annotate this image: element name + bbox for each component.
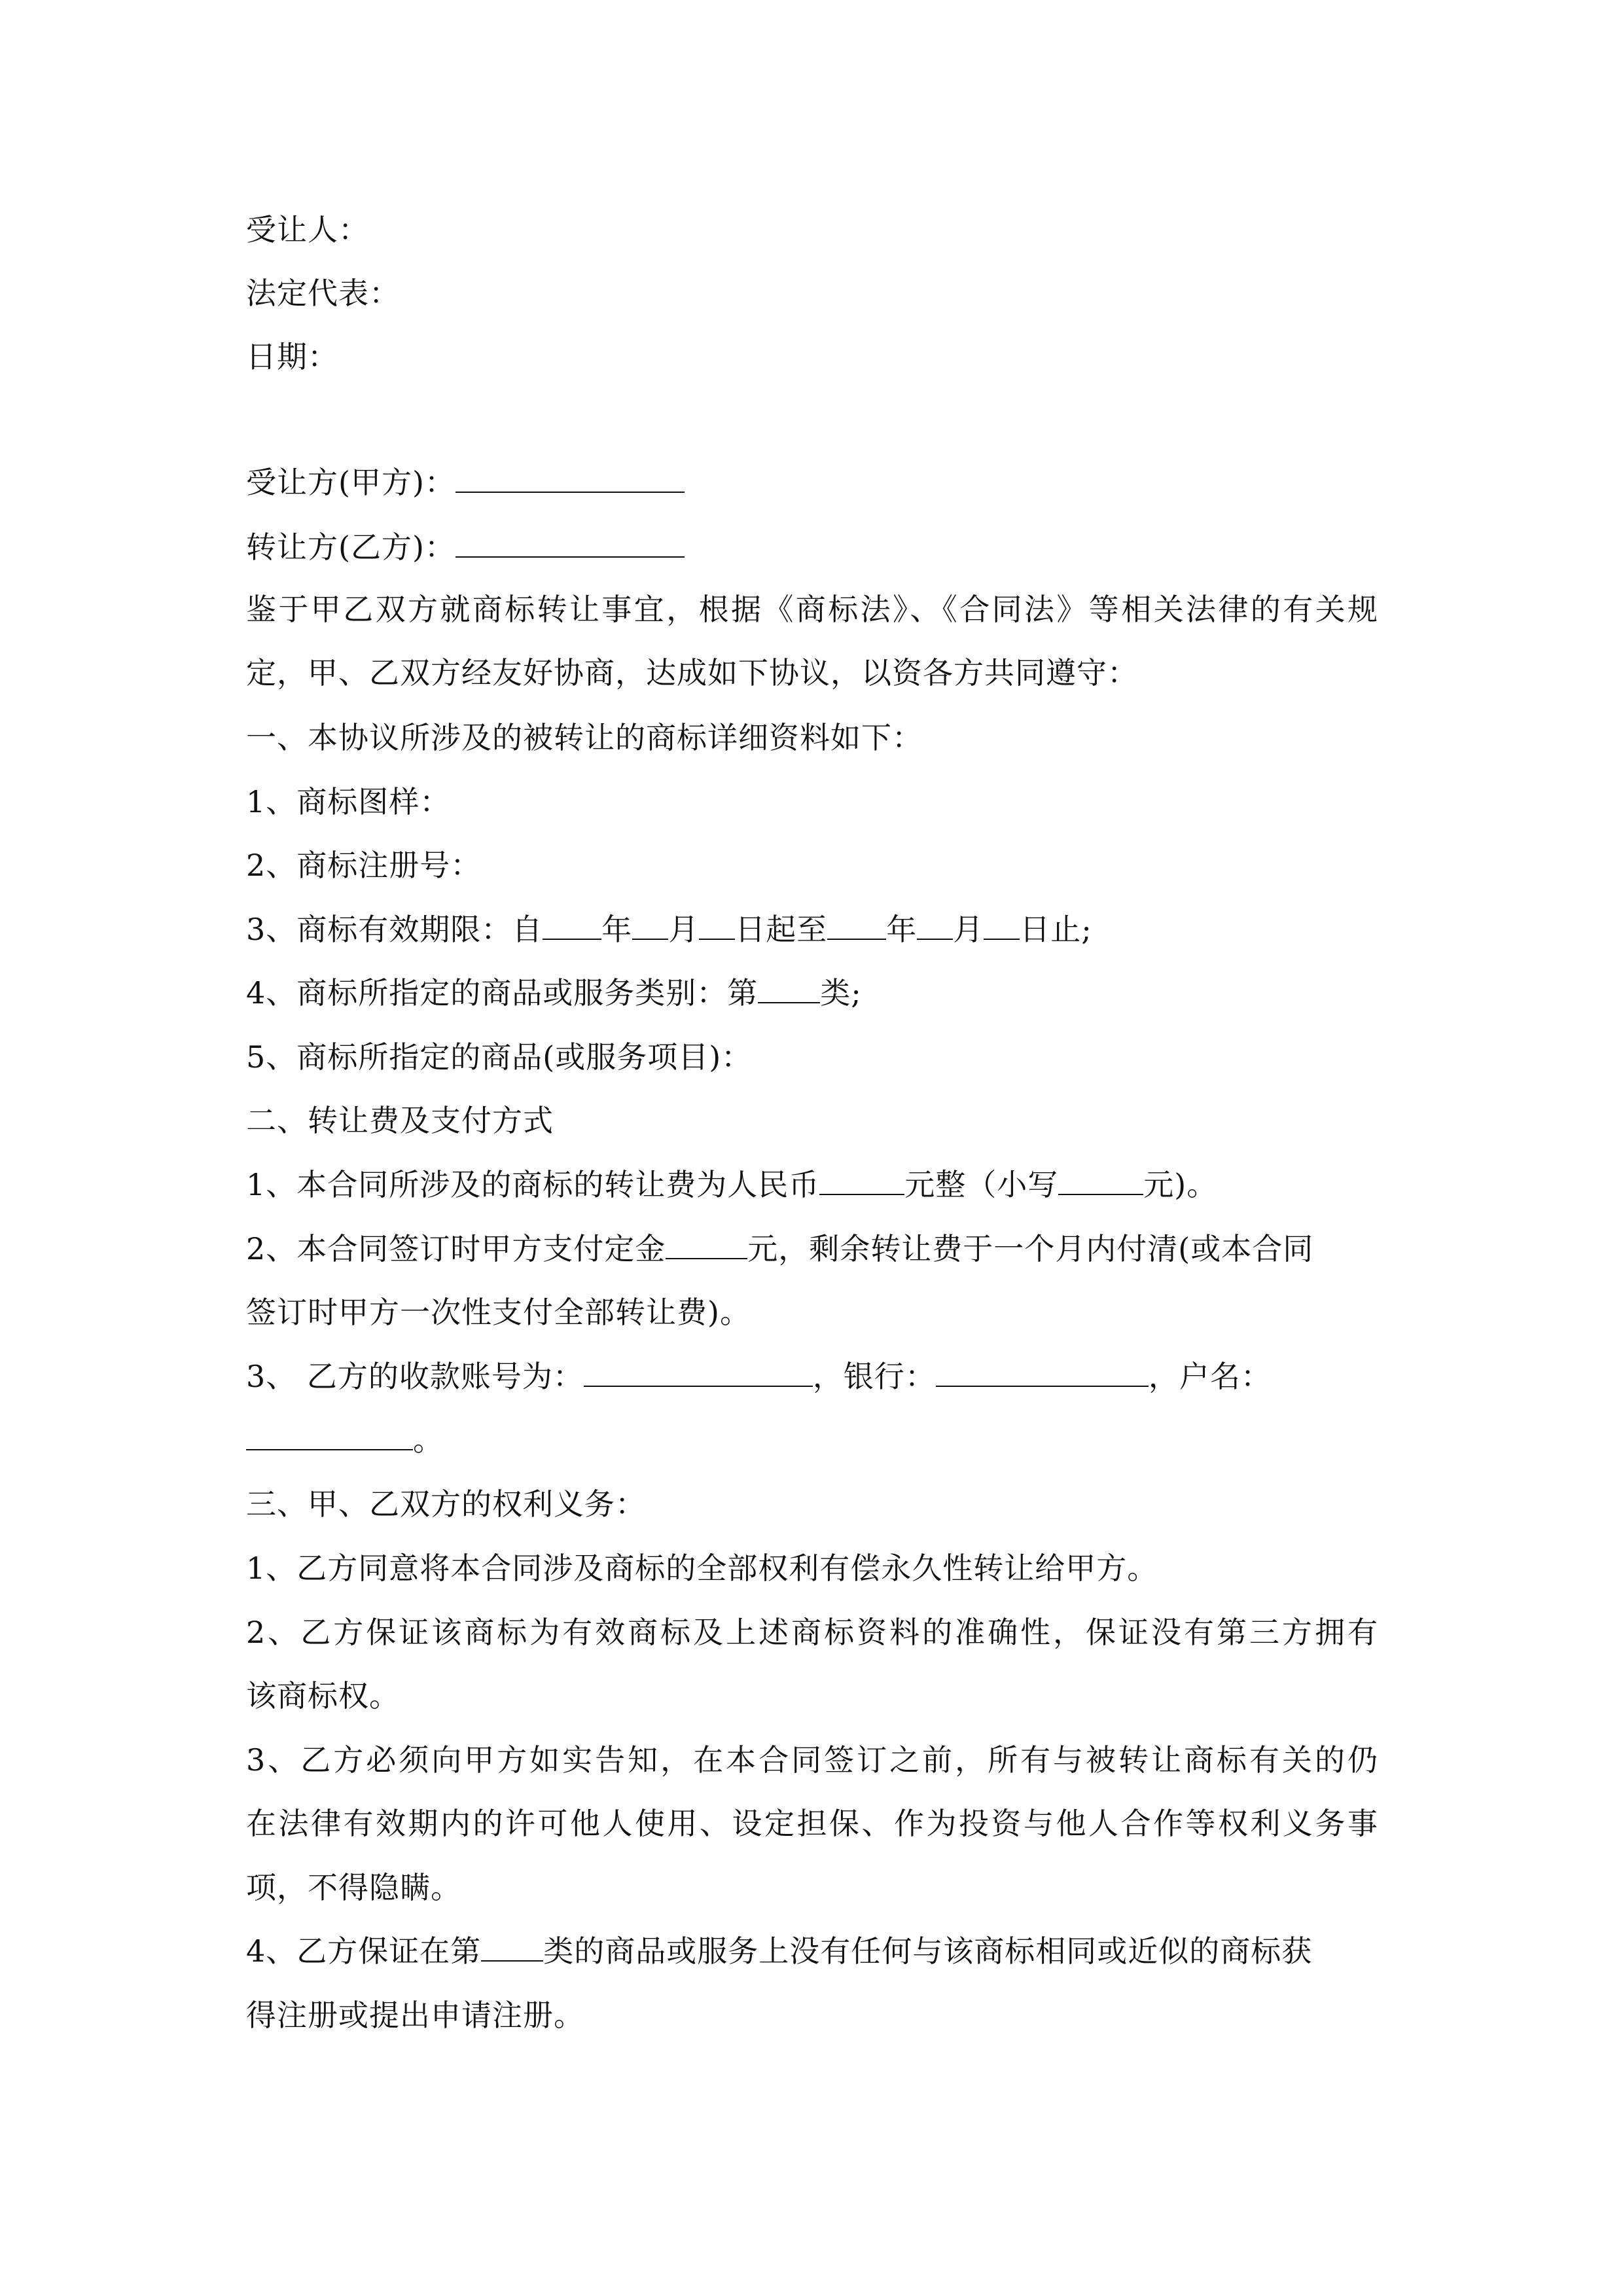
section2-item3-line2 bbox=[246, 1420, 444, 1460]
month-label: 月 bbox=[668, 912, 700, 947]
year-label: 年 bbox=[601, 912, 633, 947]
party-b-blank bbox=[455, 530, 685, 558]
fee-words-blank bbox=[819, 1168, 904, 1195]
section2-item1 bbox=[246, 1165, 1217, 1204]
start-year-blank bbox=[543, 912, 601, 940]
account-prefix: 3、 乙方的收款账号为： bbox=[246, 1359, 584, 1394]
account-name-label: ，户名： bbox=[1148, 1359, 1272, 1394]
section3-item3-line2: 在法律有效期内的许可他人使用、设定担保、作为投资与他人合作等权利义务事 bbox=[246, 1806, 1378, 1841]
account-name-blank bbox=[246, 1423, 413, 1450]
class-blank bbox=[758, 976, 820, 1003]
item4-suffix: 类的商品或服务上没有任何与该商标相同或近似的商标获 bbox=[543, 1933, 1313, 1969]
party-b-label: 转让方(乙方)： bbox=[246, 529, 455, 565]
section3-item2-line2: 该商标权。 bbox=[246, 1678, 400, 1713]
start-month-blank bbox=[632, 912, 668, 940]
fee-prefix: 1、本合同所涉及的商标的转让费为人民币 bbox=[246, 1167, 820, 1202]
class-prefix: 4、商标所指定的商品或服务类别：第 bbox=[246, 975, 758, 1011]
month-label: 月 bbox=[953, 912, 984, 947]
section2-item2 bbox=[246, 1229, 1313, 1268]
fee-digits-blank bbox=[1058, 1168, 1143, 1195]
preamble-line-2: 定，甲、乙双方经友好协商，达成如下协议，以资各方共同遵守： bbox=[246, 655, 1138, 691]
section1-item5: 5、商标所指定的商品(或服务项目)： bbox=[246, 1039, 753, 1075]
day-end-label: 日止; bbox=[1020, 912, 1092, 947]
end-day-blank bbox=[984, 912, 1020, 940]
start-day-blank bbox=[699, 912, 735, 940]
deposit-blank bbox=[666, 1232, 747, 1259]
section3-heading: 三、甲、乙双方的权利义务： bbox=[246, 1486, 646, 1522]
end-month-blank bbox=[917, 912, 953, 940]
bank-label: ，银行： bbox=[812, 1359, 936, 1394]
section3-item4 bbox=[246, 1931, 1312, 1971]
section1-heading: 一、本协议所涉及的被转让的商标详细资料如下： bbox=[246, 720, 923, 755]
section1-item2: 2、商标注册号： bbox=[246, 848, 482, 883]
fee-middle: 元整（小写 bbox=[904, 1167, 1059, 1202]
date-label: 日期： bbox=[246, 339, 338, 374]
party-a-blank bbox=[455, 465, 685, 493]
section3-item2-line1: 2、乙方保证该商标为有效商标及上述商标资料的准确性，保证没有第三方拥有 bbox=[246, 1615, 1378, 1650]
legal-rep-label: 法定代表： bbox=[246, 276, 400, 311]
section2-item2-line2: 签订时甲方一次性支付全部转让费)。 bbox=[246, 1295, 751, 1330]
section3-item1: 1、乙方同意将本合同涉及商标的全部权利有偿永久性转让给甲方。 bbox=[246, 1551, 1158, 1586]
section2-item3 bbox=[246, 1357, 1272, 1396]
deposit-suffix: 元，剩余转让费于一个月内付清(或本合同 bbox=[747, 1231, 1314, 1266]
party-a-label: 受让方(甲方)： bbox=[246, 465, 455, 500]
section3-item3-line3: 项，不得隐瞒。 bbox=[246, 1870, 461, 1905]
end-year-blank bbox=[827, 912, 886, 940]
deposit-prefix: 2、本合同签订时甲方支付定金 bbox=[246, 1231, 666, 1266]
account-blank bbox=[584, 1359, 813, 1387]
bank-blank bbox=[936, 1359, 1149, 1387]
assignee-label: 受让人： bbox=[246, 212, 369, 247]
validity-prefix: 3、商标有效期限：自 bbox=[246, 912, 543, 947]
section3-item3-line1: 3、乙方必须向甲方如实告知，在本合同签订之前，所有与被转让商标有关的仍 bbox=[246, 1742, 1378, 1778]
party-a-line bbox=[246, 463, 685, 502]
section1-item3 bbox=[246, 910, 1092, 949]
section2-heading: 二、转让费及支付方式 bbox=[246, 1103, 554, 1138]
section1-item4 bbox=[246, 973, 862, 1013]
period: 。 bbox=[413, 1422, 444, 1458]
item4-prefix: 4、乙方保证在第 bbox=[246, 1933, 482, 1969]
section1-item1: 1、商标图样： bbox=[246, 784, 451, 819]
day-to-label: 日起至 bbox=[735, 912, 828, 947]
class-suffix: 类; bbox=[820, 975, 862, 1011]
item4-class-blank bbox=[481, 1934, 543, 1962]
preamble-line-1: 鉴于甲乙双方就商标转让事宜，根据《商标法》、《合同法》等相关法律的有关规 bbox=[246, 592, 1378, 627]
year-label: 年 bbox=[886, 912, 918, 947]
party-b-line bbox=[246, 528, 685, 567]
section3-item4-line2: 得注册或提出申请注册。 bbox=[246, 1998, 584, 2033]
fee-suffix: 元)。 bbox=[1143, 1167, 1218, 1202]
